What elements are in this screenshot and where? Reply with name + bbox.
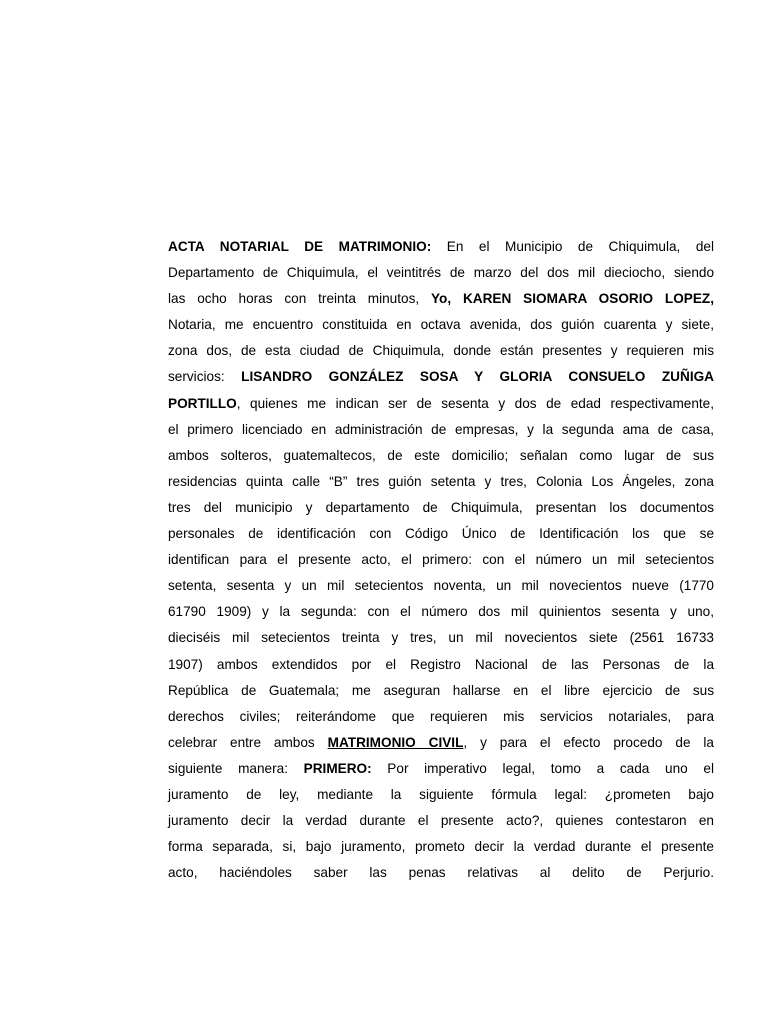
line-text: dieciséis mil setecientos treinta y tres, un mil novecientos siete (2561 16733 (168, 630, 714, 646)
line-text: personales de identificación con Código Único de Identificación los que se (168, 526, 714, 542)
document-line (168, 834, 714, 860)
emphasized-text: PORTILLO (168, 395, 237, 411)
document-line (168, 469, 714, 495)
document-line (168, 312, 714, 338)
line-text: forma separada, si, bajo juramento, prometo decir la verdad durante el presente (168, 839, 714, 855)
line-text: , y para el efecto procedo de la (463, 734, 714, 750)
document-line (168, 495, 714, 521)
line-text: juramento de ley, mediante la siguiente fórmula legal: ¿prometen bajo (168, 786, 714, 802)
line-text: acto, haciéndoles saber las penas relativas al delito de Perjurio. (168, 865, 714, 881)
emphasized-text: PRIMERO: (303, 760, 372, 776)
emphasized-text: ACTA NOTARIAL DE MATRIMONIO: (168, 239, 432, 254)
line-text: derechos civiles; reiterándome que requieren mis servicios notariales, para (168, 708, 714, 724)
line-text: tres del municipio y departamento de Chiquimula, presentan los documentos (168, 499, 714, 515)
line-text: 1907) ambos extendidos por el Registro Nacional de las Personas de la (168, 656, 714, 672)
line-text: las ocho horas con treinta minutos, (168, 291, 431, 307)
document-line (168, 704, 714, 730)
emphasized-text: LISANDRO GONZÁLEZ SOSA Y GLORIA CONSUELO ZUÑIGA (241, 369, 714, 385)
document-line (168, 625, 714, 651)
line-text: siguiente manera: (168, 760, 304, 776)
line-text: Notaria, me encuentro constituida en octava avenida, dos guión cuarenta y siete, (168, 317, 714, 333)
document-line (168, 443, 714, 469)
document-line (168, 338, 714, 364)
line-text: , quienes me indican ser de sesenta y dos de edad respectivamente, (236, 395, 714, 411)
document-line (168, 730, 714, 756)
line-text: zona dos, de esta ciudad de Chiquimula, donde están presentes y requieren mis (168, 343, 714, 359)
line-text: Por imperativo legal, tomo a cada uno el (371, 760, 714, 776)
line-text: República de Guatemala; me aseguran hallarse en el libre ejercicio de sus (168, 682, 714, 698)
document-line (168, 417, 714, 443)
document-line (168, 521, 714, 547)
document-line (168, 364, 714, 390)
document-line (168, 234, 714, 260)
line-text: servicios: (168, 369, 242, 385)
document-line (168, 808, 714, 834)
document-line (168, 652, 714, 678)
line-text: ambos solteros, guatemaltecos, de este domicilio; señalan como lugar de sus (168, 447, 714, 463)
document-line (168, 756, 714, 782)
document-line (168, 547, 714, 573)
document-line (168, 573, 714, 599)
document-line (168, 391, 714, 417)
line-text: celebrar entre ambos (168, 734, 328, 750)
line-text: juramento decir la verdad durante el presente acto?, quienes contestaron en (168, 813, 714, 829)
emphasized-text: Yo, KAREN SIOMARA OSORIO LOPEZ, (431, 291, 715, 307)
line-text: identifican para el presente acto, el primero: con el número un mil setecientos (168, 552, 714, 568)
document-body (168, 234, 714, 886)
document-line (168, 286, 714, 312)
emphasized-text: MATRIMONIO CIVIL (327, 734, 464, 750)
document-line (168, 599, 714, 625)
line-text: Departamento de Chiquimula, el veintitrés de marzo del dos mil dieciocho, siendo (168, 265, 714, 281)
line-text: setenta, sesenta y un mil setecientos noventa, un mil novecientos nueve (1770 (168, 578, 714, 594)
document-line (168, 678, 714, 704)
line-text: residencias quinta calle “B” tres guión setenta y tres, Colonia Los Ángeles, zona (168, 473, 714, 489)
line-text: En el Municipio de Chiquimula, del (431, 239, 714, 254)
line-text: el primero licenciado en administración de empresas, y la segunda ama de casa, (168, 421, 714, 437)
document-line (168, 782, 714, 808)
document-line (168, 260, 714, 286)
document-line (168, 860, 714, 886)
line-text: 61790 1909) y la segunda: con el número dos mil quinientos sesenta y uno, (168, 604, 714, 620)
